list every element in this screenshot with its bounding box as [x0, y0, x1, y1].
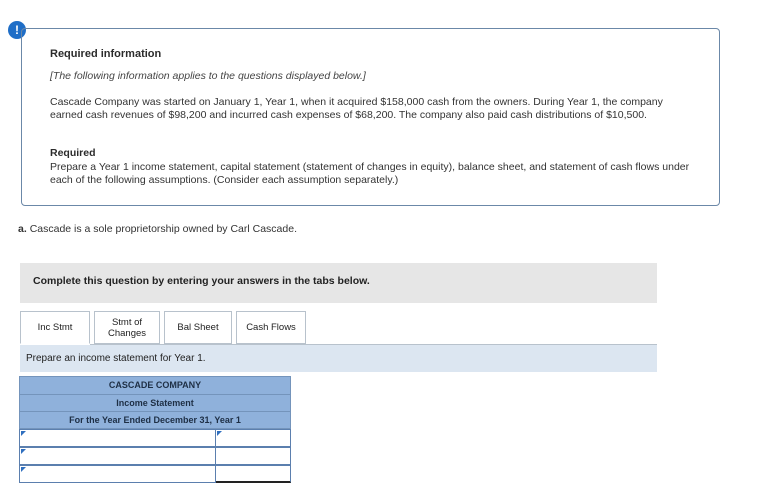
tab-label: Bal Sheet: [177, 322, 219, 333]
required-information-box: [21, 28, 720, 206]
part-a-text: [18, 223, 297, 235]
account-select[interactable]: [19, 465, 216, 483]
required-information-title: Required information: [50, 48, 162, 60]
statement-title: Income Statement: [20, 394, 290, 412]
dropdown-marker-icon: [21, 431, 26, 436]
amount-input[interactable]: [216, 465, 291, 483]
statement-period: For the Year Ended December 31, Year 1: [20, 411, 290, 429]
instruction-bar: [20, 263, 657, 303]
table-row: [19, 429, 291, 447]
account-select[interactable]: [19, 429, 216, 447]
info-note: [The following information applies to the questions displayed below.]: [50, 70, 366, 82]
exclamation-icon: !: [8, 21, 26, 39]
prompt-text: Prepare an income statement for Year 1.: [26, 353, 206, 364]
part-a-letter: a.: [18, 223, 27, 235]
required-label: Required: [50, 147, 96, 159]
instruction-text: Complete this question by entering your answers in the tabs below.: [33, 275, 370, 287]
dropdown-marker-icon: [21, 467, 26, 472]
statement-header: [19, 376, 291, 429]
company-name: CASCADE COMPANY: [108, 380, 202, 390]
table-row: [19, 465, 291, 483]
amount-input[interactable]: [216, 447, 291, 465]
tab-cash-flows[interactable]: [236, 311, 306, 344]
tab-inc-stmt[interactable]: [20, 311, 90, 344]
tab-label: Stmt of Changes: [107, 316, 147, 339]
table-row: [19, 447, 291, 465]
tab-label: Cash Flows: [246, 322, 296, 333]
problem-description: Cascade Company was started on January 1, Year 1, when it acquired $158,000 cash from the owners. During Year 1, the company earned cash revenues of $98,200 and incurred cash expenses of $68,200. The company also paid cash distributions of $10,500.: [50, 96, 663, 121]
amount-input[interactable]: [216, 429, 291, 447]
part-a-description: Cascade is a sole proprietorship owned by Carl Cascade.: [29, 223, 297, 235]
account-select[interactable]: [19, 447, 216, 465]
tab-label: Inc Stmt: [37, 322, 73, 333]
dropdown-marker-icon: [21, 449, 26, 454]
required-description: Prepare a Year 1 income statement, capital statement (statement of changes in equity), balance sheet, and statement of cash flows under each of the following assumptions. (Consider each assumption separately.): [50, 161, 690, 186]
dropdown-marker-icon: [217, 431, 222, 436]
tab-stmt-of-changes[interactable]: [94, 311, 160, 344]
tab-bal-sheet[interactable]: [164, 311, 232, 344]
prompt-bar: [20, 345, 657, 372]
